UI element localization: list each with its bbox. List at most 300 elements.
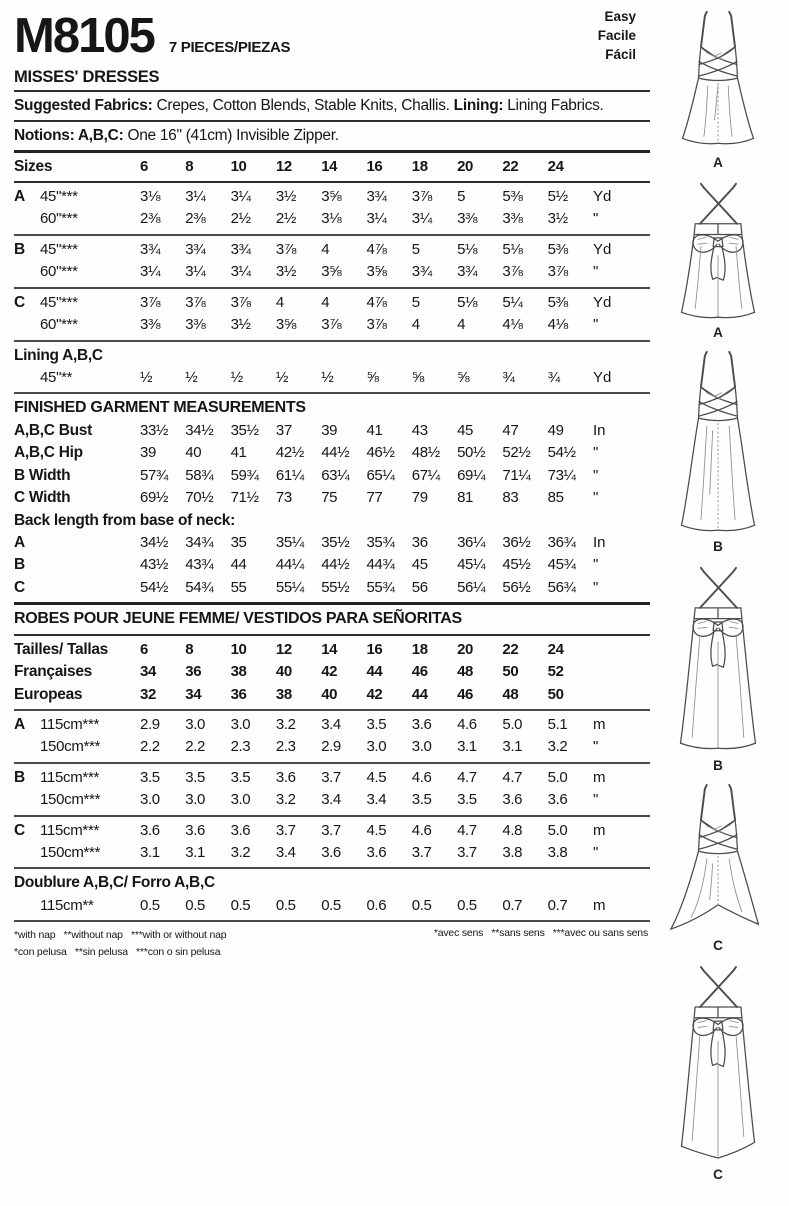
divider xyxy=(14,815,650,817)
value-cell: 45¾ xyxy=(547,556,576,574)
value-cell: 3½ xyxy=(230,316,251,334)
row-label: A,B,C Bust xyxy=(14,421,92,439)
divider xyxy=(14,340,650,342)
view-letter: C xyxy=(14,293,26,311)
value-cell: 2⅜ xyxy=(185,210,206,228)
value-cell: 36 xyxy=(185,663,202,681)
value-cell: ½ xyxy=(230,369,243,387)
value-cell: 5⅜ xyxy=(547,293,568,311)
value-cell: 8 xyxy=(185,640,194,658)
table-row xyxy=(14,186,650,208)
value-cell: 50 xyxy=(547,685,564,703)
value-cell: 4 xyxy=(275,293,284,311)
divider xyxy=(14,602,650,605)
value-cell: 47 xyxy=(502,421,519,439)
table-row xyxy=(14,208,650,230)
value-cell: 3⅞ xyxy=(547,263,568,281)
value-cell: 85 xyxy=(547,489,564,507)
value-cell: 4 xyxy=(321,240,330,258)
value-cell: 40 xyxy=(321,685,338,703)
value-cell: 3.0 xyxy=(230,715,251,733)
value-cell: 16 xyxy=(366,157,383,175)
value-cell: 24 xyxy=(547,157,564,175)
value-cell: 3⅝ xyxy=(321,263,342,281)
table-row xyxy=(14,420,650,442)
divider xyxy=(14,120,650,122)
value-cell: 3.8 xyxy=(502,844,523,862)
value-cell: 10 xyxy=(230,157,247,175)
table-row xyxy=(14,661,650,683)
value-cell: 2½ xyxy=(275,210,296,228)
value-cell: 3¼ xyxy=(185,188,206,206)
value-cell: 2⅜ xyxy=(140,210,161,228)
value-cell: 36½ xyxy=(502,534,531,552)
pieces-count: 7 PIECES/PIEZAS xyxy=(168,38,291,56)
yardage-tables xyxy=(14,150,650,923)
table-row xyxy=(14,442,650,464)
value-cell: 40 xyxy=(275,663,292,681)
value-cell: 2.9 xyxy=(321,738,341,756)
value-cell: 3.6 xyxy=(321,844,341,862)
divider xyxy=(14,181,650,183)
value-cell: 3.6 xyxy=(502,791,523,809)
notions-label: Notions: A,B,C: xyxy=(14,126,124,144)
value-cell: 3⅞ xyxy=(185,293,206,311)
value-cell: 3⅛ xyxy=(140,188,161,206)
value-cell: 50½ xyxy=(457,444,486,462)
figure-dress-a-front xyxy=(662,8,774,170)
row-label: Tailles/ Tallas xyxy=(14,640,109,658)
value-cell: 3.5 xyxy=(366,715,387,733)
figure-label: B xyxy=(713,758,723,773)
table-row xyxy=(14,239,650,261)
value-cell: 3.1 xyxy=(185,844,205,862)
value-cell: 5⅜ xyxy=(502,188,523,206)
value-cell: 38 xyxy=(275,685,292,703)
notions-text: One 16" (41cm) Invisible Zipper. xyxy=(123,126,339,144)
value-cell: 3.6 xyxy=(547,791,568,809)
value-cell: 44¼ xyxy=(275,556,304,574)
value-cell: 14 xyxy=(321,640,338,658)
value-cell: 2.3 xyxy=(275,738,296,756)
value-cell: 43 xyxy=(411,421,428,439)
unit-cell: " xyxy=(592,316,599,334)
value-cell: 48 xyxy=(502,685,519,703)
value-cell: 5⅛ xyxy=(502,240,523,258)
value-cell: 0.5 xyxy=(230,896,251,914)
width-label: 115cm** xyxy=(40,896,94,914)
value-cell: 46 xyxy=(411,663,428,681)
width-label: 45"** xyxy=(40,369,73,387)
value-cell: 3¾ xyxy=(366,188,387,206)
value-cell: 4 xyxy=(411,316,420,334)
width-label: 150cm*** xyxy=(40,738,101,756)
width-label: 150cm*** xyxy=(40,791,101,809)
value-cell: 5.0 xyxy=(547,821,568,839)
value-cell: 39 xyxy=(140,444,156,462)
width-label: 45"*** xyxy=(40,188,78,206)
value-cell: 5¼ xyxy=(502,293,523,311)
value-cell: 34½ xyxy=(140,534,168,552)
value-cell: 3⅜ xyxy=(185,316,206,334)
width-label: 115cm*** xyxy=(40,821,100,839)
value-cell: 5½ xyxy=(547,188,568,206)
lining-label: Lining: xyxy=(453,96,504,114)
value-cell: 20 xyxy=(457,157,473,175)
value-cell: 4.5 xyxy=(366,821,387,839)
value-cell: 0.5 xyxy=(457,896,477,914)
value-cell: 3¾ xyxy=(185,240,206,258)
divider xyxy=(14,634,650,636)
value-cell: 52½ xyxy=(502,444,531,462)
value-cell: 3½ xyxy=(547,210,568,228)
value-cell: 61¼ xyxy=(275,466,304,484)
suggested-fabrics-line xyxy=(14,95,650,117)
value-cell: 36¼ xyxy=(457,534,486,552)
value-cell: 3.6 xyxy=(230,821,251,839)
value-cell: 3.5 xyxy=(457,791,477,809)
dress-c-front-drawing xyxy=(662,781,774,937)
value-cell: 5 xyxy=(457,188,466,206)
figure-label: B xyxy=(713,539,723,554)
width-label: 45"*** xyxy=(40,293,78,311)
width-label: 60"*** xyxy=(40,263,78,281)
value-cell: 57¾ xyxy=(140,466,168,484)
value-cell: 3⅛ xyxy=(321,210,342,228)
value-cell: 3⅝ xyxy=(366,263,387,281)
value-cell: 54½ xyxy=(547,444,576,462)
value-cell: 0.5 xyxy=(411,896,432,914)
value-cell: 4.6 xyxy=(457,715,477,733)
value-cell: 4.7 xyxy=(457,768,477,786)
notions-line xyxy=(14,125,650,147)
value-cell: 3.6 xyxy=(140,821,160,839)
value-cell: 4.5 xyxy=(366,768,387,786)
value-cell: ½ xyxy=(140,369,153,387)
row-label: Françaises xyxy=(14,663,92,681)
unit-cell: m xyxy=(592,768,606,786)
value-cell: 38 xyxy=(230,663,247,681)
value-cell: 48½ xyxy=(411,444,440,462)
unit-cell: Yd xyxy=(592,293,612,311)
unit-cell: " xyxy=(592,844,599,862)
difficulty-fr: Facile xyxy=(597,27,636,43)
value-cell: 3⅝ xyxy=(321,188,342,206)
value-cell: 67¼ xyxy=(411,466,440,484)
value-cell: 6 xyxy=(140,157,148,175)
difficulty-es: Fácil xyxy=(605,46,636,62)
value-cell: 37 xyxy=(275,421,292,439)
value-cell: 3.6 xyxy=(366,844,387,862)
table-row xyxy=(14,639,650,661)
dress-illustrations xyxy=(652,8,784,1190)
value-cell: 3.5 xyxy=(230,768,251,786)
view-letter: C xyxy=(14,578,26,596)
unit-cell: m xyxy=(592,821,606,839)
value-cell: 5⅛ xyxy=(457,293,478,311)
value-cell: 4 xyxy=(321,293,330,311)
value-cell: 16 xyxy=(366,640,383,658)
value-cell: 3⅞ xyxy=(502,263,523,281)
value-cell: 3.1 xyxy=(502,738,523,756)
value-cell: 3.2 xyxy=(275,715,296,733)
value-cell: ¾ xyxy=(502,369,515,387)
value-cell: 3½ xyxy=(275,263,296,281)
width-label: 115cm*** xyxy=(40,768,100,786)
value-cell: ⅝ xyxy=(411,369,424,387)
value-cell: 3.5 xyxy=(411,791,432,809)
value-cell: 43¾ xyxy=(185,556,214,574)
value-cell: 24 xyxy=(547,640,564,658)
value-cell: 73 xyxy=(275,489,292,507)
value-cell: 3⅞ xyxy=(230,293,251,311)
value-cell: 33½ xyxy=(140,421,168,439)
view-letter: C xyxy=(14,821,26,839)
value-cell: 48 xyxy=(457,663,473,681)
unit-cell: m xyxy=(592,896,606,914)
value-cell: 3.4 xyxy=(321,791,341,809)
value-cell: 45 xyxy=(411,556,428,574)
footnotes-left xyxy=(14,927,226,961)
value-cell: 3.0 xyxy=(185,791,205,809)
value-cell: 3.6 xyxy=(185,821,205,839)
figure-label: C xyxy=(713,1167,723,1182)
value-cell: 4.7 xyxy=(502,768,523,786)
view-letter: B xyxy=(14,768,26,786)
fabrics-text: Crepes, Cotton Blends, Stable Knits, Challis. xyxy=(152,96,454,114)
unit-cell: In xyxy=(592,534,606,552)
value-cell: 71½ xyxy=(230,489,259,507)
value-cell: 2.9 xyxy=(140,715,160,733)
value-cell: 3¼ xyxy=(140,263,161,281)
value-cell: 83 xyxy=(502,489,519,507)
garment-category: MISSES' DRESSES xyxy=(14,67,160,86)
value-cell: 2.3 xyxy=(230,738,251,756)
value-cell: 65¼ xyxy=(366,466,395,484)
value-cell: 43½ xyxy=(140,556,168,574)
value-cell: 10 xyxy=(230,640,247,658)
value-cell: ½ xyxy=(321,369,334,387)
divider xyxy=(14,867,650,869)
value-cell: 3.0 xyxy=(185,715,205,733)
dress-a-back-drawing xyxy=(662,178,774,324)
width-label: 60"*** xyxy=(40,316,78,334)
value-cell: 0.7 xyxy=(502,896,523,914)
section-heading: Lining A,B,C xyxy=(14,346,103,364)
value-cell: 75 xyxy=(321,489,338,507)
table-row xyxy=(14,554,650,576)
value-cell: 0.5 xyxy=(275,896,296,914)
unit-cell: Yd xyxy=(592,188,612,206)
table-row xyxy=(14,367,650,389)
unit-cell: Yd xyxy=(592,240,612,258)
value-cell: 22 xyxy=(502,640,519,658)
divider xyxy=(14,287,650,289)
divider xyxy=(14,90,650,92)
pattern-number: M8105 xyxy=(14,8,154,63)
value-cell: 5.1 xyxy=(547,715,568,733)
view-letter: A xyxy=(14,534,26,552)
unit-cell: " xyxy=(592,578,599,596)
value-cell: ½ xyxy=(275,369,289,387)
unit-cell: " xyxy=(592,556,599,574)
value-cell: 3.6 xyxy=(411,715,432,733)
value-cell: 3¼ xyxy=(411,210,432,228)
unit-cell: " xyxy=(592,489,599,507)
unit-cell: " xyxy=(592,444,599,462)
value-cell: 5⅛ xyxy=(457,240,478,258)
value-cell: 12 xyxy=(275,157,292,175)
row-label: Europeas xyxy=(14,685,83,703)
value-cell: 58¾ xyxy=(185,466,214,484)
value-cell: 0.5 xyxy=(321,896,341,914)
divider xyxy=(14,150,650,153)
value-cell: 4.6 xyxy=(411,768,432,786)
value-cell: 3⅞ xyxy=(140,293,161,311)
value-cell: 3.0 xyxy=(411,738,432,756)
value-cell: 81 xyxy=(457,489,473,507)
value-cell: 71¼ xyxy=(502,466,531,484)
table-row xyxy=(14,314,650,336)
value-cell: 42 xyxy=(366,685,383,703)
figure-dress-b-front xyxy=(662,348,774,554)
value-cell: 44½ xyxy=(321,556,350,574)
value-cell: 0.5 xyxy=(140,896,160,914)
header xyxy=(14,8,650,63)
footnote-spanish: *con pelusa **sin pelusa ***con o sin pelusa xyxy=(14,946,221,959)
divider xyxy=(14,920,650,922)
table-row xyxy=(14,767,650,789)
value-cell: 59¾ xyxy=(230,466,259,484)
value-cell: 5.0 xyxy=(547,768,568,786)
value-cell: 52 xyxy=(547,663,564,681)
value-cell: 41 xyxy=(230,444,247,462)
value-cell: 0.5 xyxy=(185,896,205,914)
value-cell: 3¾ xyxy=(140,240,161,258)
value-cell: 3.7 xyxy=(321,768,341,786)
value-cell: 49 xyxy=(547,421,564,439)
value-cell: 12 xyxy=(275,640,292,658)
unit-cell: m xyxy=(592,715,606,733)
value-cell: 56¾ xyxy=(547,578,576,596)
value-cell: 3⅞ xyxy=(366,316,387,334)
value-cell: 36¾ xyxy=(547,534,576,552)
view-letter: B xyxy=(14,240,26,258)
value-cell: 3¾ xyxy=(411,263,432,281)
figure-dress-b-back xyxy=(662,562,774,773)
value-cell: 55¼ xyxy=(275,578,304,596)
footnotes xyxy=(14,927,650,961)
value-cell: 3½ xyxy=(275,188,296,206)
value-cell: ½ xyxy=(185,369,198,387)
value-cell: 34 xyxy=(140,663,156,681)
difficulty-levels xyxy=(598,8,636,65)
value-cell: 3¼ xyxy=(230,263,251,281)
value-cell: 4.7 xyxy=(457,821,477,839)
value-cell: 8 xyxy=(185,157,194,175)
value-cell: 3.7 xyxy=(457,844,477,862)
value-cell: 3¾ xyxy=(457,263,478,281)
value-cell: 36 xyxy=(230,685,247,703)
value-cell: 45 xyxy=(457,421,473,439)
value-cell: 3⅜ xyxy=(140,316,161,334)
section-heading: FINISHED GARMENT MEASUREMENTS xyxy=(14,399,306,417)
value-cell: 63¼ xyxy=(321,466,350,484)
value-cell: 45¼ xyxy=(457,556,486,574)
footnote-english: *with nap **without nap ***with or without nap xyxy=(14,929,227,942)
value-cell: 20 xyxy=(457,640,473,658)
value-cell: ⅝ xyxy=(366,369,379,387)
value-cell: 3¼ xyxy=(230,188,251,206)
value-cell: 70½ xyxy=(185,489,214,507)
table-row xyxy=(14,156,650,178)
value-cell: 3.0 xyxy=(366,738,387,756)
value-cell: 3.5 xyxy=(140,768,160,786)
value-cell: 44 xyxy=(411,685,428,703)
table-row xyxy=(14,532,650,554)
unit-cell: " xyxy=(592,738,599,756)
unit-cell: " xyxy=(592,263,599,281)
view-letter: A xyxy=(14,188,26,206)
value-cell: ⅝ xyxy=(457,369,470,387)
figure-dress-c-front xyxy=(662,781,774,953)
value-cell: 3.2 xyxy=(547,738,568,756)
value-cell: 3.5 xyxy=(185,768,205,786)
value-cell: 55½ xyxy=(321,578,350,596)
row-label: B Width xyxy=(14,466,71,484)
row-label: Sizes xyxy=(14,157,53,175)
value-cell: 69½ xyxy=(140,489,168,507)
value-cell: 3.0 xyxy=(230,791,251,809)
row-label: C Width xyxy=(14,489,71,507)
value-cell: 35¾ xyxy=(366,534,395,552)
value-cell: 3.4 xyxy=(321,715,341,733)
value-cell: 3.4 xyxy=(366,791,387,809)
unit-cell: Yd xyxy=(592,369,612,387)
value-cell: 35½ xyxy=(321,534,350,552)
section-heading: ROBES POUR JEUNE FEMME/ VESTIDOS PARA SEÑORITAS xyxy=(14,610,462,628)
divider xyxy=(14,762,650,764)
value-cell: 44 xyxy=(230,556,247,574)
value-cell: 3⅜ xyxy=(502,210,523,228)
value-cell: ¾ xyxy=(547,369,560,387)
value-cell: 3¾ xyxy=(230,240,251,258)
table-row xyxy=(14,895,650,917)
value-cell: 34¾ xyxy=(185,534,214,552)
value-cell: 3.1 xyxy=(140,844,160,862)
value-cell: 39 xyxy=(321,421,338,439)
value-cell: 3¼ xyxy=(366,210,387,228)
unit-cell: " xyxy=(592,210,599,228)
value-cell: 22 xyxy=(502,157,519,175)
width-label: 115cm*** xyxy=(40,715,100,733)
table-row xyxy=(14,684,650,706)
value-cell: 44½ xyxy=(321,444,350,462)
dress-b-back-drawing xyxy=(662,562,774,757)
value-cell: 73¼ xyxy=(547,466,576,484)
value-cell: 44 xyxy=(366,663,383,681)
value-cell: 3.7 xyxy=(411,844,432,862)
section-heading: Doublure A,B,C/ Forro A,B,C xyxy=(14,874,215,892)
value-cell: 0.6 xyxy=(366,896,387,914)
value-cell: 3⅜ xyxy=(457,210,478,228)
view-letter: B xyxy=(14,556,26,574)
dress-b-front-drawing xyxy=(662,348,774,538)
value-cell: 56½ xyxy=(502,578,531,596)
unit-cell: In xyxy=(592,421,606,439)
value-cell: 50 xyxy=(502,663,519,681)
value-cell: 4⅛ xyxy=(502,316,523,334)
